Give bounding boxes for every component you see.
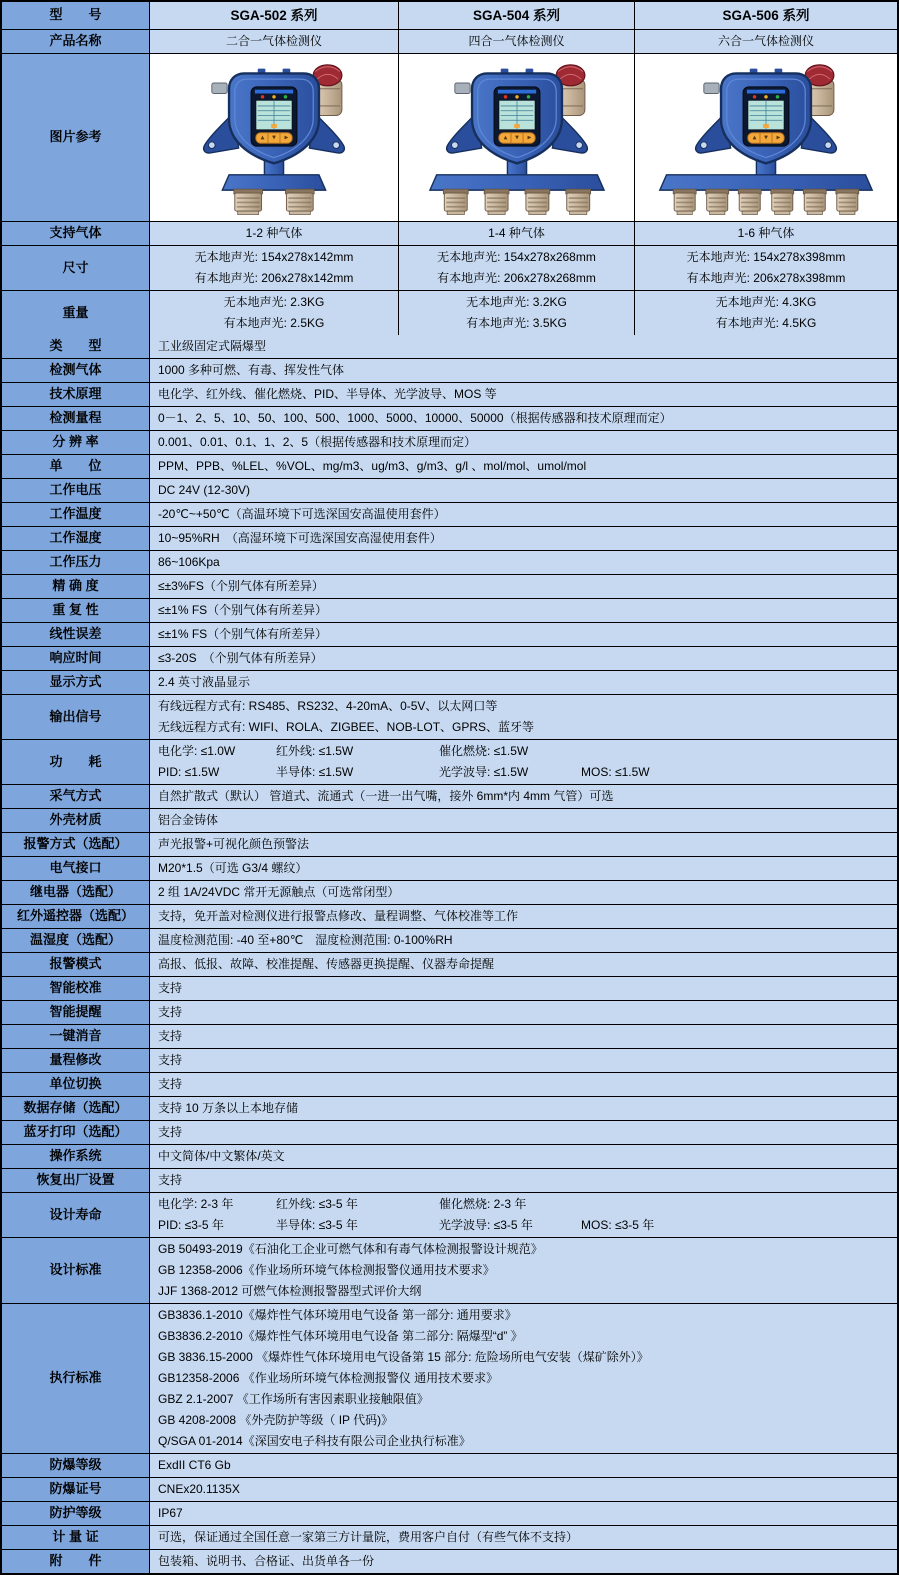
model-value — [634, 2, 897, 29]
spec-label: 智能提醒 — [2, 1001, 150, 1024]
spec-label: 单位切换 — [2, 1073, 150, 1096]
spec-row — [2, 856, 897, 880]
supported-gas-text: 1-4 种气体 — [488, 226, 545, 240]
spec-label: 智能校准 — [2, 977, 150, 1000]
spec-line-segment: MOS: ≤3-5 年 — [581, 1218, 655, 1232]
spec-label: 温湿度（选配） — [2, 929, 150, 952]
spec-value — [150, 479, 897, 502]
spec-row — [2, 1453, 897, 1477]
spec-line: 支持 — [158, 1053, 183, 1067]
spec-line-segment: 红外线: ≤1.5W — [276, 744, 354, 758]
spec-row — [2, 430, 897, 454]
spec-label: 重 复 性 — [2, 599, 150, 622]
spec-row — [2, 1192, 897, 1237]
spec-line: 温度检测范围: -40 至+80℃ 湿度检测范围: 0-100%RH — [158, 933, 453, 947]
spec-label: 响应时间 — [2, 647, 150, 670]
spec-line: 2 组 1A/24VDC 常开无源触点（可选常闭型） — [158, 885, 400, 899]
dimensions-value — [150, 246, 398, 290]
spec-label: 执行标准 — [2, 1304, 150, 1453]
spec-value — [150, 905, 897, 928]
spec-label: 继电器（选配） — [2, 881, 150, 904]
spec-value — [150, 1238, 897, 1303]
spec-line: GB12358-2006 《作业场所环境气体检测报警仪 通用技术要求》 — [158, 1371, 499, 1385]
spec-row — [2, 358, 897, 382]
weight-line: 无本地声光: 4.3KG — [715, 295, 817, 309]
supported-gas-value — [150, 222, 398, 245]
spec-value — [150, 881, 897, 904]
spec-label: 蓝牙打印（选配） — [2, 1121, 150, 1144]
spec-label: 单 位 — [2, 455, 150, 478]
product-image-cell — [398, 54, 634, 221]
spec-label: 输出信号 — [2, 695, 150, 739]
model-value-text: SGA-502 系列 — [230, 8, 318, 23]
weight-line: 有本地声光: 4.5KG — [715, 316, 817, 330]
spec-label: 分 辨 率 — [2, 431, 150, 454]
spec-line: 0－1、2、5、10、50、100、500、1000、5000、10000、50000（根据传感器和技术原理而定） — [158, 411, 672, 425]
spec-row — [2, 784, 897, 808]
dimension-line: 有本地声光: 206x278x142mm — [194, 271, 354, 285]
spec-line: GB3836.2-2010《爆炸性气体环境用电气设备 第二部分: 隔爆型“d” 》 — [158, 1329, 523, 1343]
spec-label: 防爆等级 — [2, 1454, 150, 1477]
model-value-text: SGA-506 系列 — [722, 8, 810, 23]
spec-line: GB 50493-2019《石油化工企业可燃气体和有毒气体检测报警设计规范》 — [158, 1242, 543, 1256]
spec-line-segment: 电化学: ≤1.0W — [158, 744, 236, 758]
spec-value — [150, 527, 897, 550]
spec-label: 红外遥控器（选配） — [2, 905, 150, 928]
spec-label: 外壳材质 — [2, 809, 150, 832]
spec-line: 无线远程方式有: WIFI、ROLA、ZIGBEE、NOB-LOT、GPRS、蓝牙等 — [158, 720, 535, 734]
dimensions-value — [634, 246, 897, 290]
spec-line-segment: MOS: ≤1.5W — [581, 765, 650, 779]
spec-value — [150, 953, 897, 976]
weight-value — [634, 291, 897, 335]
spec-row — [2, 1096, 897, 1120]
spec-value — [150, 359, 897, 382]
supported-gas-value — [398, 222, 634, 245]
spec-line — [158, 762, 889, 783]
spec-value — [150, 1025, 897, 1048]
spec-line: 自然扩散式（默认） 管道式、流通式（一进一出气嘴，接外 6mm*内 4mm 气管）可选 — [158, 789, 614, 803]
weight-row — [2, 290, 897, 335]
spec-value — [150, 740, 897, 784]
spec-row — [2, 550, 897, 574]
spec-row — [2, 335, 897, 358]
model-value — [398, 2, 634, 29]
spec-row — [2, 1144, 897, 1168]
spec-value — [150, 695, 897, 739]
gas-detector-illustration — [656, 55, 876, 220]
product-name-label: 产品名称 — [2, 30, 150, 53]
spec-row — [2, 598, 897, 622]
spec-row — [2, 1168, 897, 1192]
spec-value — [150, 503, 897, 526]
spec-label: 报警方式（选配） — [2, 833, 150, 856]
spec-line-segment: 红外线: ≤3-5 年 — [276, 1197, 358, 1211]
weight-label: 重量 — [2, 291, 150, 335]
spec-line: ≤3-20S （个别气体有所差异） — [158, 651, 323, 665]
spec-line: GB 12358-2006《作业场所环境气体检测报警仪通用技术要求》 — [158, 1263, 495, 1277]
spec-value — [150, 929, 897, 952]
spec-line: 支持 — [158, 1005, 183, 1019]
spec-line: 工业级固定式隔爆型 — [158, 339, 267, 353]
spec-line: JJF 1368-2012 可燃气体检测报警器型式评价大纲 — [158, 1284, 422, 1298]
supported-gas-row — [2, 221, 897, 245]
spec-rows-container — [2, 335, 897, 1573]
spec-line: M20*1.5（可选 G3/4 螺纹） — [158, 861, 308, 875]
spec-row — [2, 574, 897, 598]
spec-row — [2, 1303, 897, 1453]
spec-line: 支持 — [158, 1077, 183, 1091]
spec-line-segment: 半导体: ≤3-5 年 — [276, 1218, 358, 1232]
spec-label: 量程修改 — [2, 1049, 150, 1072]
spec-label: 工作压力 — [2, 551, 150, 574]
spec-value — [150, 977, 897, 1000]
spec-value — [150, 809, 897, 832]
spec-line: CNEx20.1135X — [158, 1482, 240, 1496]
spec-line: 支持 10 万条以上本地存储 — [158, 1101, 299, 1115]
spec-value — [150, 1550, 897, 1573]
supported-gas-text: 1-6 种气体 — [737, 226, 795, 240]
spec-line: 支持 — [158, 981, 183, 995]
spec-line: 中文简体/中文繁体/英文 — [158, 1149, 285, 1163]
spec-line: 10~95%RH （高湿环境下可选深国安高湿使用套件） — [158, 531, 442, 545]
spec-line: 支持 — [158, 1125, 183, 1139]
spec-line-segment: 电化学: 2-3 年 — [158, 1197, 234, 1211]
spec-value — [150, 1478, 897, 1501]
spec-line: ≤±3%FS（个别气体有所差异） — [158, 579, 324, 593]
spec-label: 精 确 度 — [2, 575, 150, 598]
spec-line: 包装箱、说明书、合格证、出货单各一份 — [158, 1554, 375, 1568]
spec-line: 有线远程方式有: RS485、RS232、4-20mA、0-5V、以太网口等 — [158, 699, 498, 713]
spec-line-segment: 半导体: ≤1.5W — [276, 765, 354, 779]
spec-line: 2.4 英寸液晶显示 — [158, 675, 251, 689]
spec-row — [2, 832, 897, 856]
supported-gas-cells — [150, 222, 897, 245]
spec-value — [150, 1121, 897, 1144]
spec-line: ExdII CT6 Gb — [158, 1458, 231, 1472]
spec-label: 数据存储（选配） — [2, 1097, 150, 1120]
spec-row — [2, 454, 897, 478]
product-name-value — [398, 30, 634, 53]
product-name-text: 四合一气体检测仪 — [468, 34, 565, 48]
spec-value — [150, 431, 897, 454]
spec-row — [2, 1501, 897, 1525]
dimensions-label: 尺寸 — [2, 246, 150, 290]
spec-line: GB 4208-2008 《外壳防护等级（ IP 代码)》 — [158, 1413, 394, 1427]
spec-value — [150, 1193, 897, 1237]
product-name-text: 二合一气体检测仪 — [225, 34, 322, 48]
dimension-line: 有本地声光: 206x278x268mm — [437, 271, 596, 285]
product-image-cells — [150, 54, 897, 221]
spec-row — [2, 1000, 897, 1024]
spec-line-segment: PID: ≤1.5W — [158, 765, 220, 779]
spec-row — [2, 904, 897, 928]
spec-line: 可选，保证通过全国任意一家第三方计量院，费用客户自付（有些气体不支持） — [158, 1530, 579, 1544]
model-cells — [150, 2, 897, 29]
spec-value — [150, 551, 897, 574]
product-name-value — [634, 30, 897, 53]
spec-row — [2, 1024, 897, 1048]
weight-line: 有本地声光: 3.5KG — [466, 316, 567, 330]
product-image-cell — [634, 54, 897, 221]
spec-line: 支持 — [158, 1173, 183, 1187]
spec-label: 恢复出厂设置 — [2, 1169, 150, 1192]
spec-value — [150, 1169, 897, 1192]
spec-label: 一键消音 — [2, 1025, 150, 1048]
spec-value — [150, 1454, 897, 1477]
spec-label: 工作电压 — [2, 479, 150, 502]
weight-value — [398, 291, 634, 335]
spec-label: 电气接口 — [2, 857, 150, 880]
spec-label: 附 件 — [2, 1550, 150, 1573]
dimension-line: 无本地声光: 154x278x398mm — [686, 250, 846, 264]
spec-row — [2, 478, 897, 502]
gas-detector-illustration — [164, 55, 384, 220]
spec-label: 设计寿命 — [2, 1193, 150, 1237]
weight-value — [150, 291, 398, 335]
spec-line: GB3836.1-2010《爆炸性气体环境用电气设备 第一部分: 通用要求》 — [158, 1308, 517, 1322]
supported-gas-label: 支持气体 — [2, 222, 150, 245]
spec-line — [158, 1194, 889, 1215]
product-image-cell — [150, 54, 398, 221]
product-name-cells — [150, 30, 897, 53]
spec-row — [2, 976, 897, 1000]
spec-value — [150, 1049, 897, 1072]
spec-value — [150, 455, 897, 478]
spec-label: 操作系统 — [2, 1145, 150, 1168]
spec-value — [150, 407, 897, 430]
spec-label: 计 量 证 — [2, 1526, 150, 1549]
spec-label: 线性误差 — [2, 623, 150, 646]
dimensions-cells — [150, 246, 897, 290]
spec-row — [2, 808, 897, 832]
spec-label: 检测气体 — [2, 359, 150, 382]
spec-row — [2, 646, 897, 670]
spec-value — [150, 599, 897, 622]
spec-label: 工作温度 — [2, 503, 150, 526]
spec-line-segment: 光学波导: ≤1.5W — [439, 765, 529, 779]
spec-row — [2, 1072, 897, 1096]
spec-line — [158, 1215, 889, 1236]
spec-row — [2, 1237, 897, 1303]
supported-gas-value — [634, 222, 897, 245]
spec-line-segment: 光学波导: ≤3-5 年 — [439, 1218, 533, 1232]
spec-value — [150, 1097, 897, 1120]
spec-row — [2, 406, 897, 430]
weight-line: 有本地声光: 2.5KG — [223, 316, 325, 330]
spec-label: 采气方式 — [2, 785, 150, 808]
spec-value — [150, 647, 897, 670]
spec-value — [150, 833, 897, 856]
spec-row — [2, 1477, 897, 1501]
spec-value — [150, 383, 897, 406]
spec-line: DC 24V (12-30V) — [158, 483, 251, 497]
spec-label: 技术原理 — [2, 383, 150, 406]
spec-row — [2, 526, 897, 550]
model-value-text: SGA-504 系列 — [472, 8, 561, 23]
spec-line-segment: PID: ≤3-5 年 — [158, 1218, 224, 1232]
spec-line: 支持，免开盖对检测仪进行报警点修改、量程调整、气体校准等工作 — [158, 909, 519, 923]
spec-line: ≤±1% FS（个别气体有所差异） — [158, 603, 328, 617]
spec-line: ≤±1% FS（个别气体有所差异） — [158, 627, 328, 641]
spec-row — [2, 1549, 897, 1573]
dimension-line: 有本地声光: 206x278x398mm — [686, 271, 846, 285]
model-value — [150, 2, 398, 29]
spec-row — [2, 1048, 897, 1072]
spec-line: IP67 — [158, 1506, 183, 1520]
spec-row — [2, 622, 897, 646]
spec-value — [150, 623, 897, 646]
product-name-row — [2, 29, 897, 53]
dimensions-row — [2, 245, 897, 290]
spec-line: 0.001、0.01、0.1、1、2、5（根据传感器和技术原理而定） — [158, 435, 477, 449]
spec-line — [158, 741, 889, 762]
dimensions-value — [398, 246, 634, 290]
spec-row — [2, 382, 897, 406]
spec-value — [150, 1526, 897, 1549]
model-row — [2, 2, 897, 29]
weight-line: 无本地声光: 2.3KG — [223, 295, 325, 309]
spec-line-segment: 催化燃烧: 2-3 年 — [439, 1197, 527, 1211]
product-name-value — [150, 30, 398, 53]
spec-line: 1000 多种可燃、有毒、挥发性气体 — [158, 363, 345, 377]
spec-line: GB 3836.15-2000 《爆炸性气体环境用电气设备第 15 部分: 危险场所电气安装（煤矿除外）》 — [158, 1350, 649, 1364]
gas-detector-illustration — [407, 55, 627, 220]
spec-value — [150, 1145, 897, 1168]
spec-line: 电化学、红外线、催化燃烧、PID、半导体、光学波导、MOS 等 — [158, 387, 497, 401]
spec-row — [2, 502, 897, 526]
spec-line: 86~106Kpa — [158, 555, 220, 569]
spec-value — [150, 785, 897, 808]
spec-label: 设计标准 — [2, 1238, 150, 1303]
spec-row — [2, 928, 897, 952]
spec-line-segment: 催化燃烧: ≤1.5W — [439, 744, 529, 758]
spec-row — [2, 739, 897, 784]
product-name-text: 六合一气体检测仪 — [717, 34, 814, 48]
dimension-line: 无本地声光: 154x278x142mm — [194, 250, 354, 264]
spec-line: -20℃~+50℃（高温环境下可选深国安高温使用套件） — [158, 507, 446, 521]
spec-label: 防护等级 — [2, 1502, 150, 1525]
spec-line: Q/SGA 01-2014《深国安电子科技有限公司企业执行标准》 — [158, 1434, 471, 1448]
spec-line: GBZ 2.1-2007 《工作场所有害因素职业接触限值》 — [158, 1392, 429, 1406]
spec-value — [150, 1304, 897, 1453]
spec-line: 高报、低报、故障、校准提醒、传感器更换提醒、仪器寿命提醒 — [158, 957, 495, 971]
spec-value — [150, 1073, 897, 1096]
spec-value — [150, 1502, 897, 1525]
spec-label: 报警模式 — [2, 953, 150, 976]
spec-row — [2, 670, 897, 694]
spec-label: 类 型 — [2, 335, 150, 358]
spec-value — [150, 671, 897, 694]
product-image-label: 图片参考 — [2, 54, 150, 221]
spec-line: PPM、PPB、%LEL、%VOL、mg/m3、ug/m3、g/m3、g/l 、mol/mol、umol/mol — [158, 459, 587, 473]
spec-value — [150, 857, 897, 880]
weight-line: 无本地声光: 3.2KG — [466, 295, 567, 309]
spec-line: 支持 — [158, 1029, 183, 1043]
product-image-row — [2, 53, 897, 221]
spec-label: 显示方式 — [2, 671, 150, 694]
weight-cells — [150, 291, 897, 335]
supported-gas-text: 1-2 种气体 — [245, 226, 303, 240]
spec-label: 防爆证号 — [2, 1478, 150, 1501]
spec-row — [2, 694, 897, 739]
spec-label: 工作湿度 — [2, 527, 150, 550]
dimension-line: 无本地声光: 154x278x268mm — [437, 250, 596, 264]
spec-value — [150, 1001, 897, 1024]
spec-row — [2, 952, 897, 976]
spec-label: 功 耗 — [2, 740, 150, 784]
spec-row — [2, 1525, 897, 1549]
model-label: 型 号 — [2, 2, 150, 29]
spec-value — [150, 335, 897, 358]
spec-value — [150, 575, 897, 598]
spec-line: 声光报警+可视化颜色预警法 — [158, 837, 310, 851]
spec-label: 检测量程 — [2, 407, 150, 430]
spec-line: 铝合金铸体 — [158, 813, 219, 827]
spec-row — [2, 880, 897, 904]
spec-row — [2, 1120, 897, 1144]
